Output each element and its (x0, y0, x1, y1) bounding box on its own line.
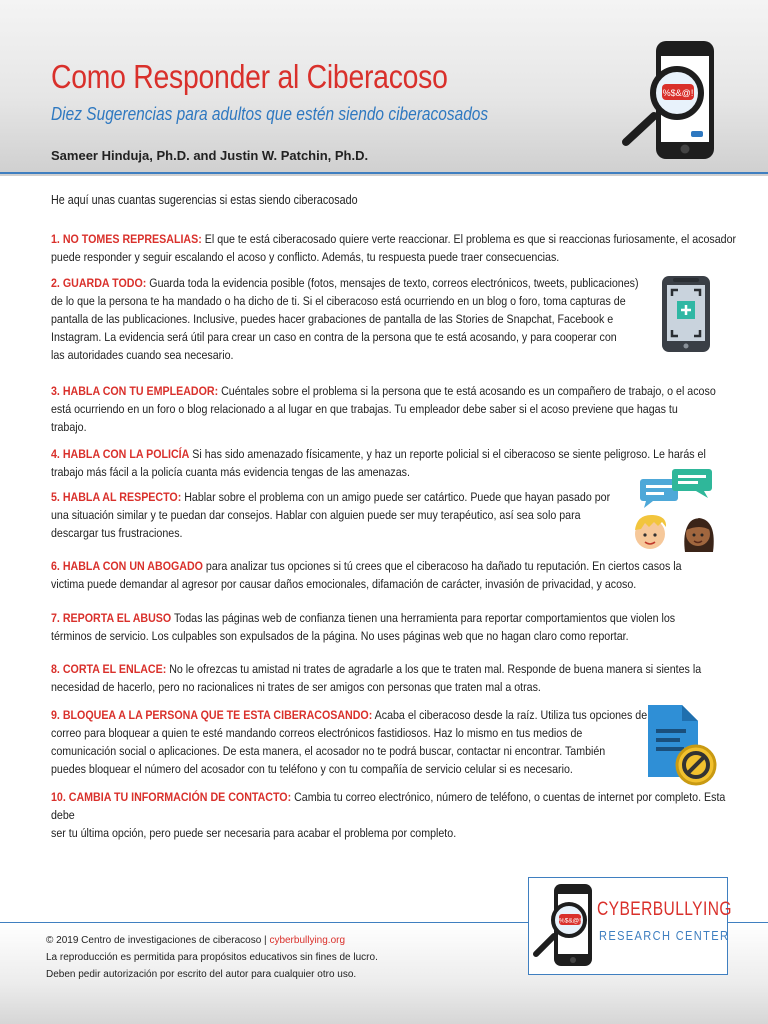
phone-magnifier-icon (620, 38, 720, 162)
tip-text: Cuéntales sobre el problema si la persona que te está acosando es un compañero de trabajo, o el acoso está ocurriendo en un foro o blog relacionado a al lugar en que trabajas. Tu empleador debe saber si el acoso previene que hagas tu trabajo. (51, 384, 716, 434)
screenshot-phone-icon (660, 274, 712, 354)
authors: Sameer Hinduja, Ph.D. and Justin W. Patchin, Ph.D. (51, 148, 369, 163)
tip-7 (51, 609, 748, 645)
tip-heading: 9. BLOQUEA A LA PERSONA QUE TE ESTA CIBERACOSANDO: (51, 708, 373, 722)
tip-5 (51, 488, 653, 542)
crc-phone-magnifier-icon (532, 882, 596, 970)
crc-bubble-text: %$&@! (558, 917, 582, 925)
tip-10 (51, 788, 748, 842)
authorization-note: Deben pedir autorización por escrito del autor para cualquier otro uso. (46, 969, 357, 980)
footer (46, 932, 378, 983)
tip-heading: 8. CORTA EL ENLACE: (51, 662, 167, 676)
website-link[interactable]: cyberbullying.org (269, 935, 346, 946)
chat-bubbles-icon (638, 467, 714, 509)
tip-text: Cambia tu correo electrónico, número de teléfono, o cuentas de internet por completo. Esta debe ser tu última opción, pero puede ser necesaria para acabar el problema por completo. (51, 790, 726, 840)
copyright-text: © 2019 Centro de investigaciones de ciberacoso | (46, 935, 270, 946)
tip-8 (51, 660, 748, 696)
tip-text: Hablar sobre el problema con un amigo puede ser catártico. Puede que hayan pasado por una situación similar y te puedan dar consejos. Hablar con alguien puede ser muy terapéutico, así sea solo para descargar tus frustraciones. (51, 490, 611, 540)
copyright-line (46, 932, 378, 949)
tip-heading: 2. GUARDA TODO: (51, 276, 147, 290)
page-subtitle: Diez Sugerencias para adultos que estén siendo ciberacosados (51, 104, 489, 124)
header-divider (0, 172, 768, 174)
tip-text: Acaba el ciberacoso desde la raíz. Utiliza tus opciones de correo para bloquear a quien te esté mandando correos electrónicos fastidiosos. Haz lo mismo en tus medios de comunicación social o aplicaciones. De esta manera, el acosador no te podrá buscar, contactar ni encontrar. También puedes bloquear el número del acosador con tu teléfono y con tu compañía de servicio celular si es necesario. (51, 708, 648, 776)
tip-heading: 1. NO TOMES REPRESALIAS: (51, 232, 202, 246)
intro-text: He aquí unas cuantas sugerencias si estas siendo ciberacosado (51, 193, 358, 207)
bubble-text: %$&@! (662, 88, 694, 98)
tip-text: No le ofrezcas tu amistad ni trates de agradarle a los que te traten mal. Responde de buena manera si sientes la necesidad de hacerlo, pero no racionalices ni trates de ser amigos con personas que traten mal a otras. (51, 662, 702, 694)
tip-heading: 3. HABLA CON TU EMPLEADOR: (51, 384, 219, 398)
people-icon (632, 508, 718, 554)
tip-text: El que te está ciberacosado quiere verte reaccionar. El problema es que si reaccionas furiosamente, el acosador puede responder y seguir escalando el acoso y conflicto. Además, tu respuesta puede traer consecuencias. (51, 232, 737, 264)
tip-9 (51, 706, 653, 778)
tip-3 (51, 382, 748, 436)
tip-text: Si has sido amenazado físicamente, y haz un reporte policial si el ciberacoso se siente peligroso. Le harás el trabajo más fácil a la policía cuanta más evidencia tengas de las amenazas. (51, 447, 706, 479)
crc-logo-subtitle: RESEARCH CENTER (599, 928, 730, 943)
tip-heading: 7. REPORTA EL ABUSO (51, 611, 172, 625)
tip-heading: 6. HABLA CON UN ABOGADO (51, 559, 203, 573)
tip-2 (51, 274, 653, 364)
page-title: Como Responder al Ciberacoso (51, 58, 448, 95)
tip-text: Guarda toda la evidencia posible (fotos, mensajes de texto, correos electrónicos, tweets, publicaciones) de lo que la persona te ha mandado o ha dicho de ti. Si el ciberacoso está ocurriendo en un blog o foro, toma capturas de pantalla de las publicaciones. Inclusive, puedes hacer grabaciones de pantalla de las Stories de Snapchat, Facebook e Instagram. La evidencia será útil para crear un caso en contra de la persona que te está acosando, y para cooperar con las autoridades cuando sea necesario. (51, 276, 639, 362)
crc-logo-title: CYBERBULLYING (597, 899, 732, 920)
tip-heading: 10. CAMBIA TU INFORMACIÓN DE CONTACTO: (51, 790, 292, 804)
reproduction-note: La reproducción es permitida para propósitos educativos sin fines de lucro. (46, 952, 378, 963)
tip-text: Todas las páginas web de confianza tienen una herramienta para reportar comportamientos que violen los términos de servicio. Los culpables son expulsados de la página. No uses páginas web que no hagan claro como reportar. (51, 611, 676, 643)
tip-heading: 4. HABLA CON LA POLICÍA (51, 447, 190, 461)
blocked-document-icon (640, 703, 724, 787)
tip-6 (51, 557, 748, 593)
tip-heading: 5. HABLA AL RESPECTO: (51, 490, 182, 504)
tip-text: para analizar tus opciones si tú crees que el ciberacoso ha dañado tu reputación. En ciertos casos la victima puede demandar al agresor por causar daños emocionales, difamación de carácter, invasión de privacidad, y acoso. (51, 559, 682, 591)
tip-1 (51, 230, 748, 266)
